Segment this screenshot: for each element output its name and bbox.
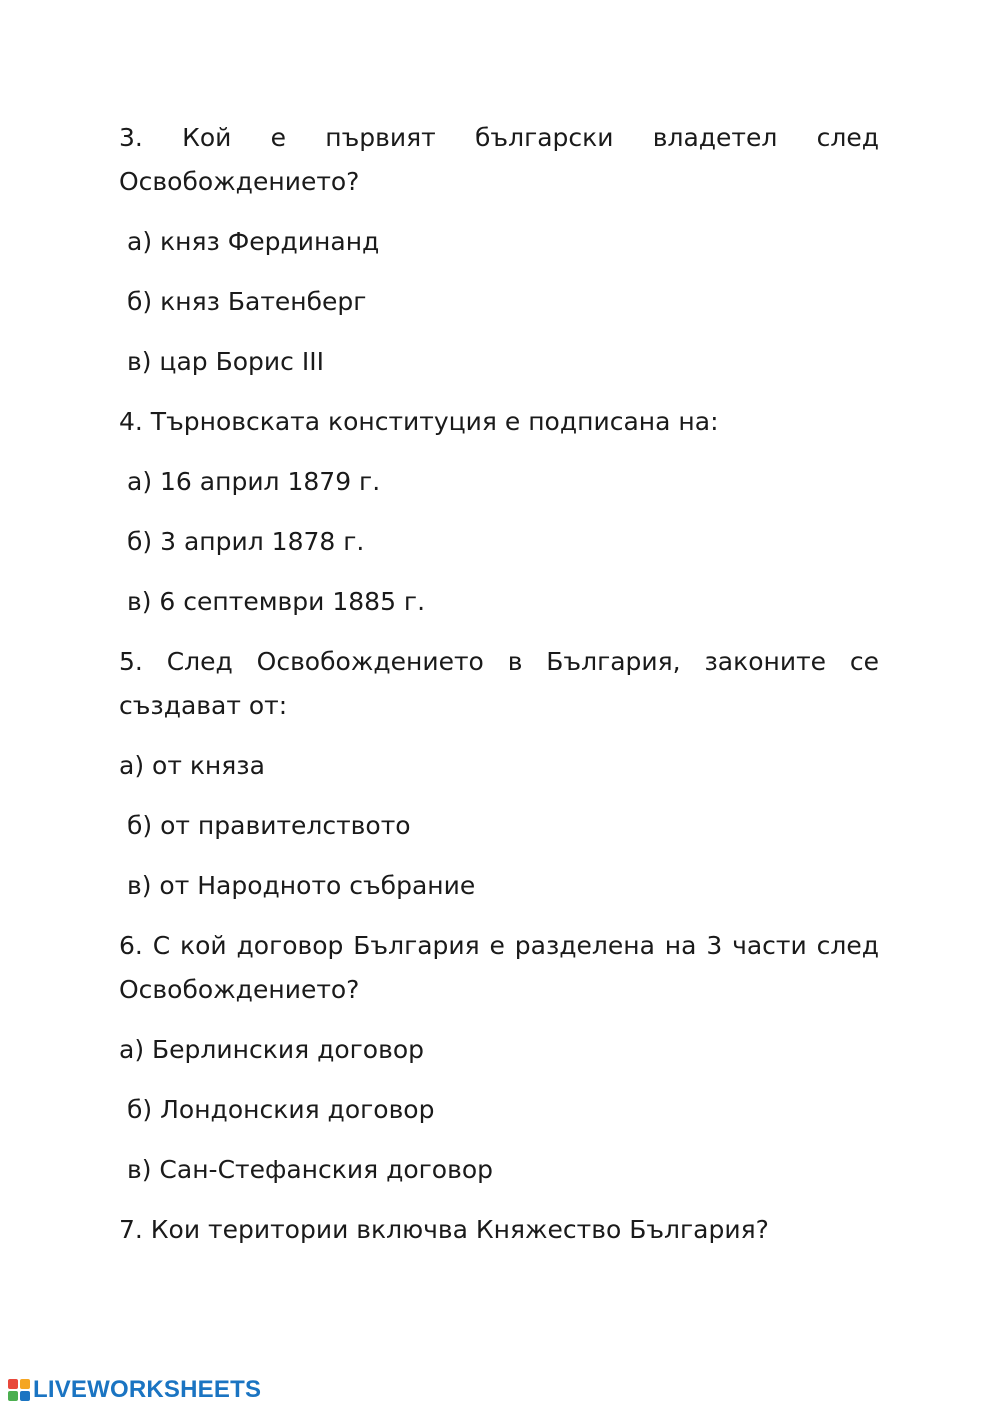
question-3-option-c[interactable]: в) цар Борис III (127, 347, 324, 376)
question-6-option-b[interactable]: б) Лондонския договор (127, 1095, 435, 1124)
logo-icon (8, 1379, 30, 1401)
logo-square-red (8, 1379, 18, 1389)
logo-square-green (8, 1391, 18, 1401)
question-6: 6. С кой договор България е разделена на 3 части след Освобождението? (119, 931, 879, 1004)
question-5-option-a[interactable]: а) от княза (119, 751, 265, 780)
logo-square-blue (20, 1391, 30, 1401)
question-4: 4. Търновската конституция е подписана на: (119, 407, 719, 436)
question-7: 7. Кои територии включва Княжество България? (119, 1215, 769, 1244)
question-3-option-b[interactable]: б) княз Батенберг (127, 287, 367, 316)
question-4-option-a[interactable]: а) 16 април 1879 г. (127, 467, 381, 496)
question-5-option-b[interactable]: б) от правителството (127, 811, 411, 840)
worksheet (119, 116, 879, 1268)
question-6-option-c[interactable]: в) Сан-Стефанския договор (127, 1155, 494, 1184)
question-6-option-a[interactable]: а) Берлинския договор (119, 1035, 424, 1064)
question-3: 3. Кой е първият български владетел след Освобождението? (119, 123, 879, 196)
question-4-option-b[interactable]: б) 3 април 1878 г. (127, 527, 365, 556)
question-5-option-c[interactable]: в) от Народното събрание (127, 871, 476, 900)
logo-brand-text: LIVEWORKSHEETS (33, 1376, 262, 1403)
liveworksheets-logo (8, 1375, 261, 1405)
question-4-option-c[interactable]: в) 6 септември 1885 г. (127, 587, 426, 616)
question-3-option-a[interactable]: а) княз Фердинанд (127, 227, 380, 256)
question-5: 5. След Освобождението в България, законите се създават от: (119, 647, 879, 720)
logo-square-orange (20, 1379, 30, 1389)
